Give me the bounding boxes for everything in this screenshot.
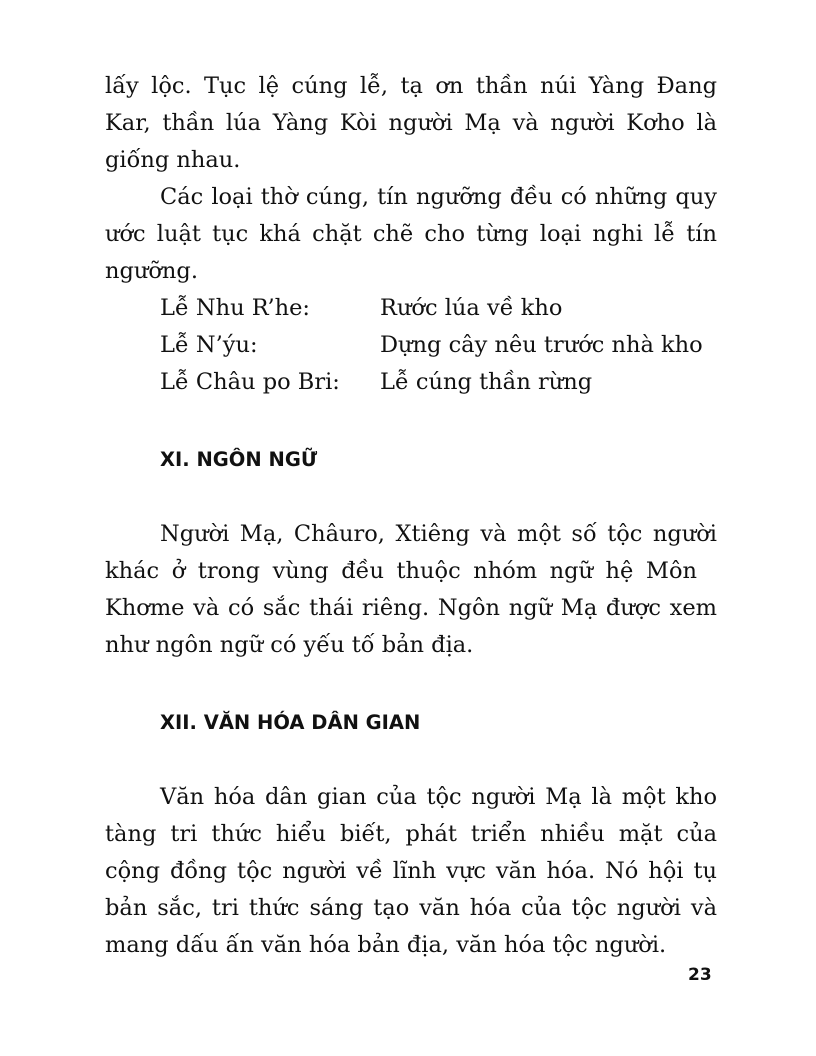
section-heading-folk-culture: XII. VĂN HÓA DÂN GIAN (160, 711, 421, 734)
text-line: khác ở trong vùng đều thuộc nhóm ngữ hệ Môn (105, 558, 697, 584)
text-line: giống nhau. (105, 147, 241, 173)
page-body (105, 68, 717, 964)
paragraph-folk-culture (105, 779, 717, 964)
text-line: như ngôn ngữ có yếu tố bản địa. (105, 632, 474, 658)
text-line: Các loại thờ cúng, tín ngưỡng đều có những quy (160, 184, 717, 210)
text-line: mang dấu ấn văn hóa bản địa, văn hóa tộc người. (105, 932, 667, 958)
text-line: Văn hóa dân gian của tộc người Mạ là một kho (160, 784, 717, 810)
ritual-description: Dựng cây nêu trước nhà kho (380, 332, 703, 358)
page-number: 23 (688, 965, 712, 985)
text-line: Người Mạ, Châuro, Xtiêng và một số tộc người (160, 521, 717, 547)
text-line: Khơme và có sắc thái riêng. Ngôn ngữ Mạ được xem (105, 595, 717, 621)
paragraph-intro (105, 68, 717, 179)
section-spacer (105, 741, 717, 779)
text-line: ngưỡng. (105, 258, 198, 284)
text-line: cộng đồng tộc người về lĩnh vực văn hóa. Nó hội tụ (105, 858, 717, 884)
text-line: bản sắc, tri thức sáng tạo văn hóa của tộc người và (105, 895, 717, 921)
paragraph-language (105, 516, 717, 664)
ritual-name: Lễ Châu po Bri: (160, 369, 340, 395)
ritual-name: Lễ Nhu R’he: (160, 295, 311, 321)
section-spacer (105, 664, 717, 704)
text-line: Kar, thần lúa Yàng Kòi người Mạ và người Kơho là (105, 110, 717, 136)
section-heading-language: XI. NGÔN NGỮ (160, 448, 318, 471)
section-spacer (105, 401, 717, 441)
text-line: lấy lộc. Tục lệ cúng lễ, tạ ơn thần núi Yàng Đang (105, 73, 717, 99)
ritual-list (105, 290, 717, 401)
ritual-row (160, 364, 717, 401)
section-spacer (105, 478, 717, 516)
ritual-description: Rước lúa về kho (380, 295, 563, 321)
ritual-row (160, 290, 717, 327)
ritual-row (160, 327, 717, 364)
text-line: tàng tri thức hiểu biết, phát triển nhiều mặt của (105, 821, 717, 847)
paragraph-beliefs (105, 179, 717, 290)
text-line: ước luật tục khá chặt chẽ cho từng loại nghi lễ tín (105, 221, 717, 247)
ritual-name: Lễ N’ýu: (160, 332, 258, 358)
ritual-description: Lễ cúng thần rừng (380, 369, 593, 395)
